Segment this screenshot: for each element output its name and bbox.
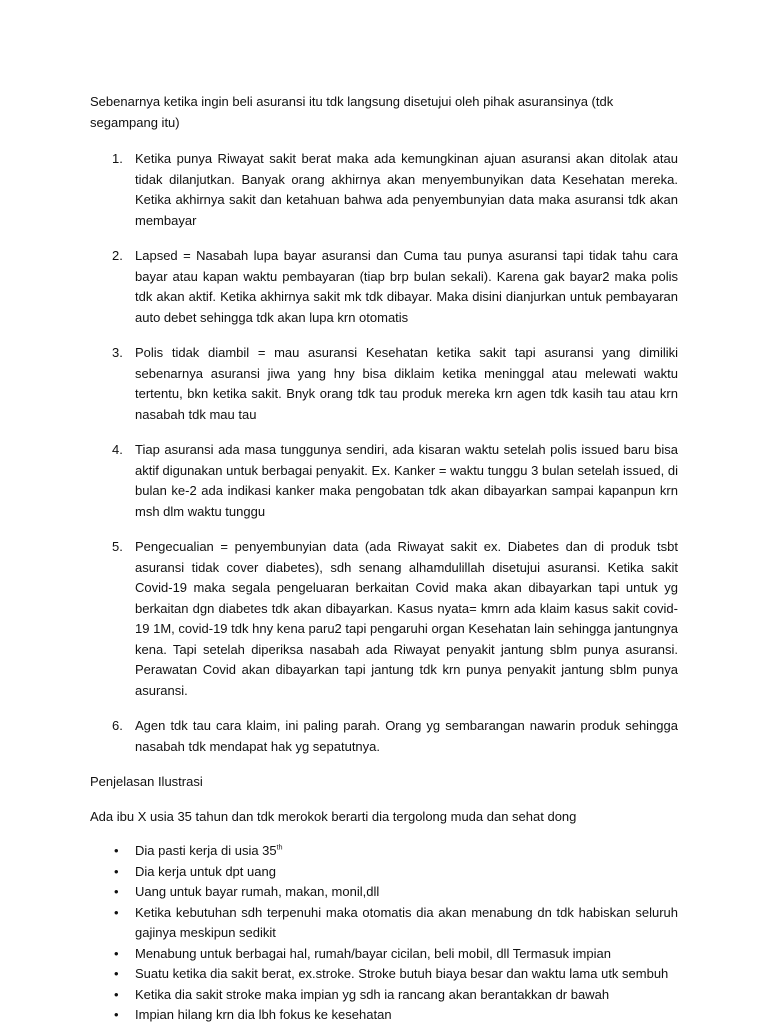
bullet-text: Suatu ketika dia sakit berat, ex.stroke. Stroke butuh biaya besar dan waktu lama utk sembuh xyxy=(135,966,669,981)
bullet-item xyxy=(90,841,678,862)
numbered-item xyxy=(90,343,678,425)
bullet-item xyxy=(90,985,678,1006)
bullet-dot: • xyxy=(114,945,119,961)
bullet-item xyxy=(90,862,678,883)
bullet-item xyxy=(90,944,678,965)
numbered-item xyxy=(90,246,678,328)
numbered-item xyxy=(90,149,678,231)
item-number: 5. xyxy=(112,539,123,554)
illustration-intro: Ada ibu X usia 35 tahun dan tdk merokok berarti dia tergolong muda dan sehat dong xyxy=(90,808,577,824)
bullet-dot: • xyxy=(114,863,119,879)
document-content xyxy=(90,92,678,1026)
bullet-dot: • xyxy=(114,986,119,1002)
bullet-item xyxy=(90,964,678,985)
bullet-superscript: th xyxy=(276,844,283,852)
bullet-dot: • xyxy=(114,843,119,858)
bullet-text: Dia kerja untuk dpt uang xyxy=(135,863,276,879)
item-number: 1. xyxy=(112,151,123,166)
bullet-item xyxy=(90,903,678,944)
item-text: Agen tdk tau cara klaim, ini paling parah. Orang yg sembarangan nawarin produk sehingga nasabah tdk mendapat hak yg sepatutnya. xyxy=(135,718,678,754)
bullet-text: Ketika kebutuhan sdh terpenuhi maka otomatis dia akan menabung dn tdk habiskan seluruh gajinya meskipun sedikit xyxy=(135,904,678,940)
bullet-dot: • xyxy=(114,904,119,920)
bullet-dot: • xyxy=(114,884,119,899)
numbered-item xyxy=(90,716,678,757)
bullet-text: Ketika dia sakit stroke maka impian yg sdh ia rancang akan berantakkan dr bawah xyxy=(135,986,610,1002)
item-text: Lapsed = Nasabah lupa bayar asuransi dan Cuma tau punya asuransi tapi tidak tahu cara bayar atau kapan waktu pembayaran (tiap brp bulan sekali). Karena gak bayar2 maka polis tdk akan aktif. Ketika akhirnya sakit mk tdk dibayar. Maka disini dianjurkan untuk pembayaran auto debet sehingga tdk akan lupa krn otomatis xyxy=(135,248,678,325)
bullet-text: Impian hilang krn dia lbh fokus ke kesehatan xyxy=(135,1007,392,1022)
bullet-text: Menabung untuk berbagai hal, rumah/bayar cicilan, beli mobil, dll Termasuk impian xyxy=(135,945,611,961)
item-number: 3. xyxy=(112,345,123,360)
bullet-dot: • xyxy=(114,1007,119,1022)
item-number: 2. xyxy=(112,248,123,263)
item-number: 4. xyxy=(112,442,123,457)
bullet-text: Uang untuk bayar rumah, makan, monil,dll xyxy=(135,884,380,899)
numbered-list xyxy=(90,149,678,757)
item-text: Pengecualian = penyembunyian data (ada Riwayat sakit ex. Diabetes dan di produk tsbt asuransi tidak cover diabetes), sdh senang alhamdulillah disetujui asuransi. Ketika sakit Covid-19 maka segala pengeluaran berkaitan Covid maka akan dibayarkan tapi untuk yg berkaitan dgn diabetes tdk akan dibayarkan. Kasus nyata= kmrn ada klaim kasus sakit covid-19 1M, covid-19 tdk hny kena paru2 tapi pengaruhi organ Kesehatan lain sehingga jantungnya kena. Tapi setelah diperiksa nasabah ada Riwayat penyakit jantung sblm punya asuransi. Perawatan Covid akan dibayarkan tapi jantung tdk krn punya penyakit jantung sblm punya asuransi. xyxy=(135,539,678,698)
section-heading: Penjelasan Ilustrasi xyxy=(90,774,203,789)
numbered-item xyxy=(90,440,678,522)
item-number: 6. xyxy=(112,718,123,733)
item-text: Ketika punya Riwayat sakit berat maka ada kemungkinan ajuan asuransi akan ditolak atau tidak dilanjutkan. Banyak orang akhirnya akan menyembunyikan data Kesehatan mereka. Ketika akhirnya sakit dan ketahuan bahwa ada penyembunyian data maka asuransi tdk akan membayar xyxy=(135,151,678,228)
intro-paragraph: Sebenarnya ketika ingin beli asuransi itu tdk langsung disetujui oleh pihak asuransinya (tdk segampang itu) xyxy=(90,94,614,130)
item-text: Tiap asuransi ada masa tunggunya sendiri, ada kisaran waktu setelah polis issued baru bisa aktif digunakan untuk berbagai penyakit. Ex. Kanker = waktu tunggu 3 bulan setelah issued, di bulan ke-2 ada indikasi kanker maka pengobatan tdk akan dibayarkan sampai kapanpun krn msh dlm waktu tunggu xyxy=(135,442,678,519)
bullet-item xyxy=(90,882,678,903)
numbered-item xyxy=(90,537,678,701)
item-text: Polis tidak diambil = mau asuransi Kesehatan ketika sakit tapi asuransi yang dimiliki sebenarnya asuransi jiwa yang hny bisa diklaim ketika meninggal atau melewati waktu tertentu, bkn ketika sakit. Bnyk orang tdk tau produk mereka krn agen tdk kasih tau atau krn nasabah tdk mau tau xyxy=(135,345,678,422)
bullet-item xyxy=(90,1005,678,1026)
bullet-dot: • xyxy=(114,966,119,981)
bullet-list xyxy=(90,841,678,1026)
bullet-text: Dia pasti kerja di usia 35 xyxy=(135,843,277,858)
